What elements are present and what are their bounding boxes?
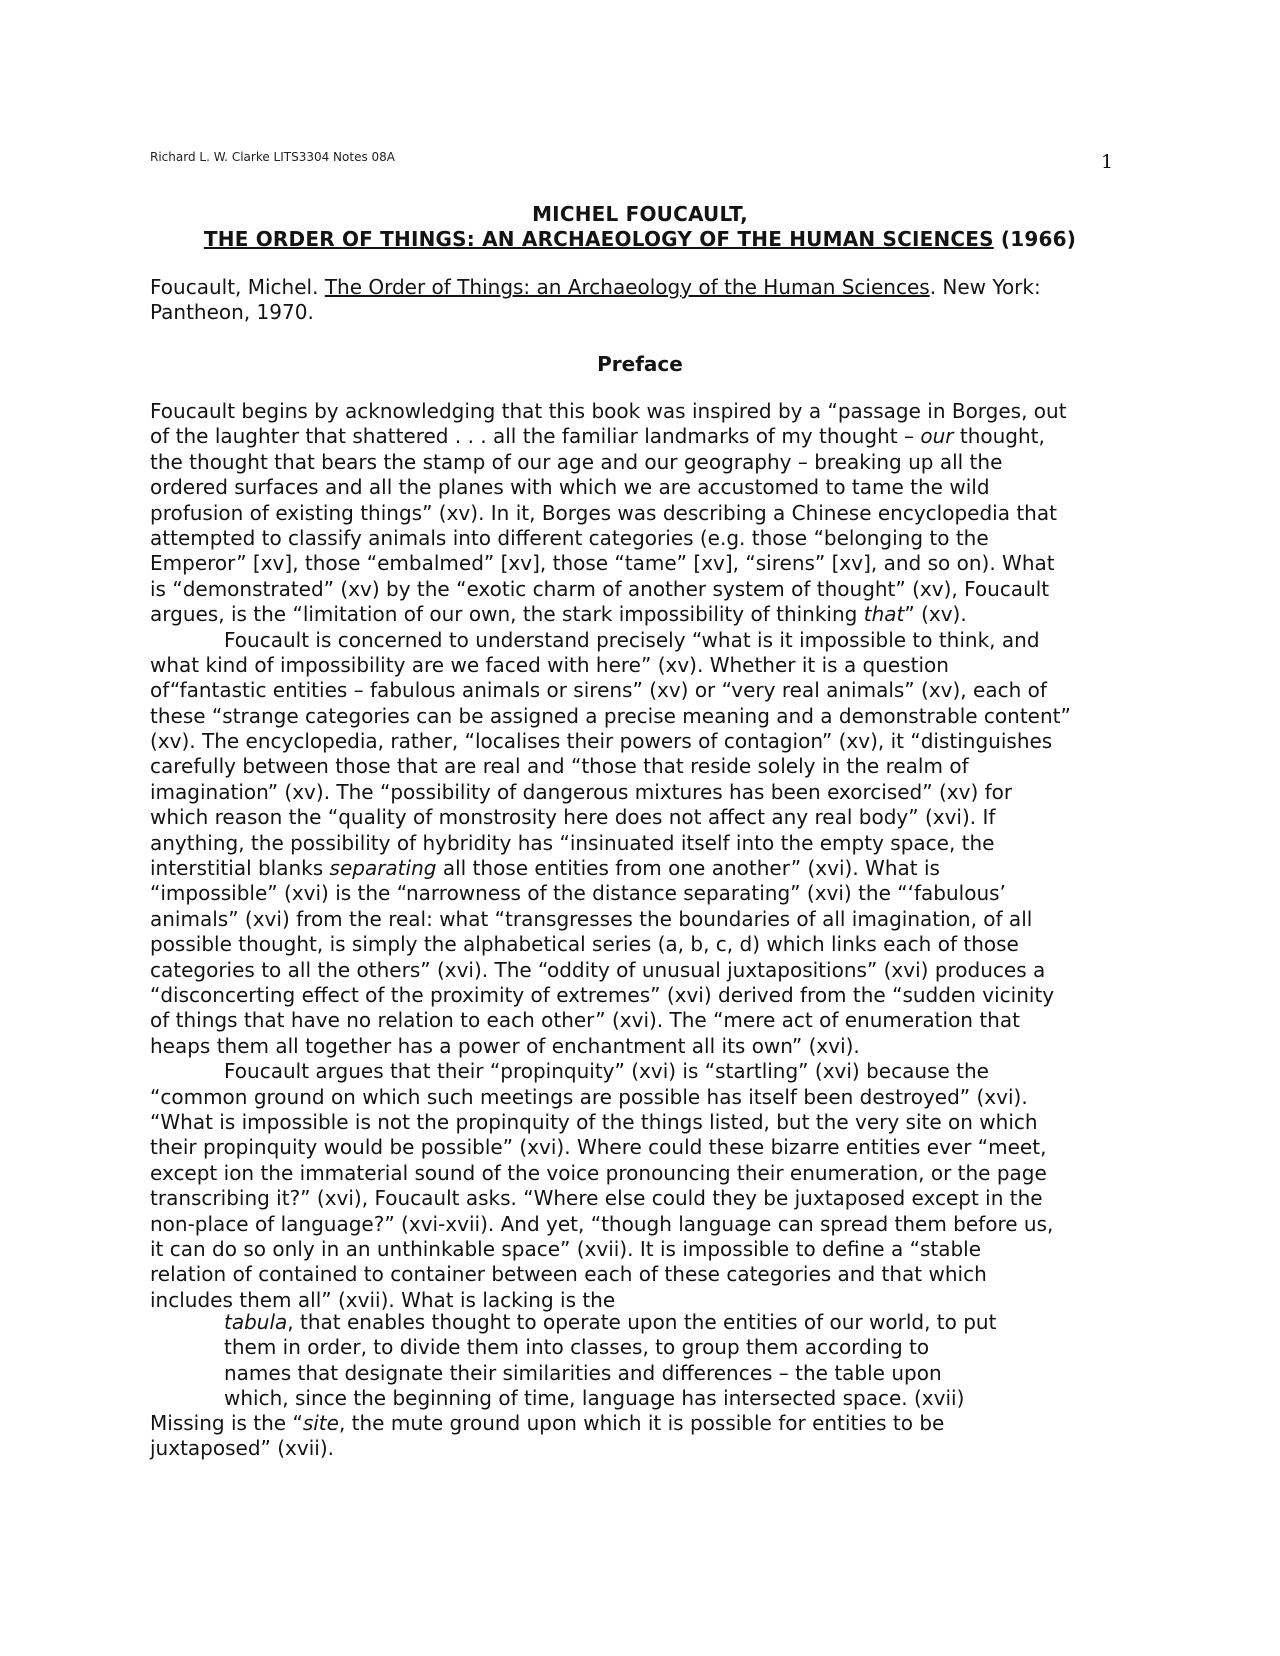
body-line: “disconcerting effect of the proximity of extremes” (xvi) derived from the “sudden vicinity <box>150 982 1055 1007</box>
body-line: is “demonstrated” (xv) by the “exotic charm of another system of thought” (xv), Foucault <box>150 576 1050 601</box>
body-line: what kind of impossibility are we faced with here” (xv). Whether it is a question <box>150 652 949 677</box>
block-quote <box>224 1310 996 1412</box>
body-line: transcribing it?” (xvi), Foucault asks. “Where else could they be juxtaposed except in the <box>150 1186 1043 1211</box>
citation-line-1 <box>150 275 1130 300</box>
emphasis: tabula <box>224 1310 288 1334</box>
section-heading: Preface <box>597 352 683 376</box>
body-line: relation of contained to container between each of these categories and that which <box>150 1262 987 1287</box>
body-line: possible thought, is simply the alphabetical series (a, b, c, d) which links each of those <box>150 932 1019 957</box>
emphasis: our <box>920 424 954 449</box>
citation-book-title: The Order of Things: an Archaeology of the Human Sciences <box>324 275 930 299</box>
body-line: which reason the “quality of monstrosity here does not affect any real body” (xvi). If <box>150 805 996 830</box>
body-line: it can do so only in an unthinkable space” (xvii). It is impossible to define a “stable <box>150 1236 982 1261</box>
text-run: , that enables thought to operate upon the entities of our world, to put <box>287 1310 997 1334</box>
body-line: of“fantastic entities – fabulous animals or sirens” (xv) or “very real animals” (xv), each of <box>150 678 1047 703</box>
title-book <box>150 227 1130 251</box>
page-number: 1 <box>1101 151 1114 173</box>
body-line: attempted to classify animals into different categories (e.g. those “belonging to the <box>150 525 989 550</box>
quote-line: which, since the beginning of time, language has intersected space. (xvii) <box>224 1386 965 1411</box>
text-run: Missing is the “ <box>150 1411 303 1435</box>
text-run: of the laughter that shattered . . . all the familiar landmarks of my thought – <box>150 424 921 449</box>
body-line: “impossible” (xvi) is the “narrowness of the distance separating” (xvi) the “‘fabulous’ <box>150 881 1006 906</box>
body-line: profusion of existing things” (xv). In it, Borges was describing a Chinese encyclopedia that <box>150 500 1057 525</box>
body-line: Foucault begins by acknowledging that this book was inspired by a “passage in Borges, out <box>150 399 1067 423</box>
body-line: categories to all the others” (xvi). The “oddity of unusual juxtapositions” (xvi) produces a <box>150 957 1046 982</box>
body-line: “common ground on which such meetings are possible has itself been destroyed” (xvi). <box>150 1084 1028 1109</box>
quote-line <box>224 1310 996 1335</box>
body-line: includes them all” (xvii). What is lacking is the <box>150 1287 616 1312</box>
emphasis: site <box>302 1411 339 1435</box>
body-line: their propinquity would be possible” (xvi). Where could these bizarre entities ever “meet, <box>150 1135 1047 1160</box>
body-text <box>150 399 1130 1313</box>
body-line: of things that have no relation to each other” (xvi). The “mere act of enumeration that <box>150 1008 1020 1033</box>
quote-line: them in order, to divide them into classes, to group them according to <box>224 1335 930 1360</box>
body-line: imagination” (xv). The “possibility of dangerous mixtures has been exorcised” (xv) for <box>150 779 1013 804</box>
emphasis: that <box>863 602 905 627</box>
body-line: heaps them all together has a power of enchantment all its own” (xvi). <box>150 1033 860 1058</box>
body-line: the thought that bears the stamp of our age and our geography – breaking up all the <box>150 449 1003 474</box>
emphasis: separating <box>329 856 437 881</box>
citation-place: . New York: <box>929 275 1041 299</box>
body-line: these “strange categories can be assigned a precise meaning and a demonstrable content” <box>150 703 1071 728</box>
title-author: MICHEL FOUCAULT, <box>532 202 748 226</box>
quote-line: names that designate their similarities and differences – the table upon <box>224 1360 942 1385</box>
body-line <box>150 424 1130 449</box>
body-line <box>150 602 1130 627</box>
title-book-name: THE ORDER OF THINGS: AN ARCHAEOLOGY OF THE HUMAN SCIENCES <box>203 227 994 251</box>
citation-line-2: Pantheon, 1970. <box>150 300 314 325</box>
body-line: (xv). The encyclopedia, rather, “localises their powers of contagion” (xv), it “distinguishes <box>150 729 1053 754</box>
body-line: ordered surfaces and all the planes with which we are accustomed to tame the wild <box>150 475 990 500</box>
text-run: argues, is the “limitation of our own, the stark impossibility of thinking <box>150 602 864 627</box>
text-run: thought, <box>953 424 1045 449</box>
body-line: carefully between those that are real and “those that reside solely in the realm of <box>150 754 969 779</box>
text-run: interstitial blanks <box>150 856 330 881</box>
body-line <box>150 1411 1130 1436</box>
body-line: anything, the possibility of hybridity has “insinuated itself into the empty space, the <box>150 830 995 855</box>
body-line <box>150 856 1130 881</box>
header-note: Richard L. W. Clarke LITS3304 Notes 08A <box>150 150 396 164</box>
citation <box>150 275 1130 326</box>
body-line: non-place of language?” (xvi-xvii). And yet, “though language can spread them before us, <box>150 1211 1054 1236</box>
body-line: except ion the immaterial sound of the voice pronouncing their enumeration, or the page <box>150 1160 1047 1185</box>
text-run: ” (xv). <box>904 602 967 627</box>
body-line: Emperor” [xv], those “embalmed” [xv], those “tame” [xv], “sirens” [xv], and so on). What <box>150 551 1055 576</box>
body-line: Foucault argues that their “propinquity” (xvi) is “startling” (xvi) because the <box>224 1059 989 1084</box>
closing-text <box>150 1411 1130 1462</box>
body-line: animals” (xvi) from the real: what “transgresses the boundaries of all imagination, of all <box>150 906 1033 931</box>
title-year: (1966) <box>993 227 1077 251</box>
text-run: all those entities from one another” (xvi). What is <box>436 856 940 881</box>
body-line: Foucault is concerned to understand precisely “what is it impossible to think, and <box>224 627 1040 652</box>
body-line: juxtaposed” (xvii). <box>150 1436 334 1461</box>
citation-author: Foucault, Michel. <box>150 275 325 299</box>
body-line: “What is impossible is not the propinquity of the things listed, but the very site on which <box>150 1109 1038 1134</box>
text-run: , the mute ground upon which it is possible for entities to be <box>338 1411 945 1435</box>
